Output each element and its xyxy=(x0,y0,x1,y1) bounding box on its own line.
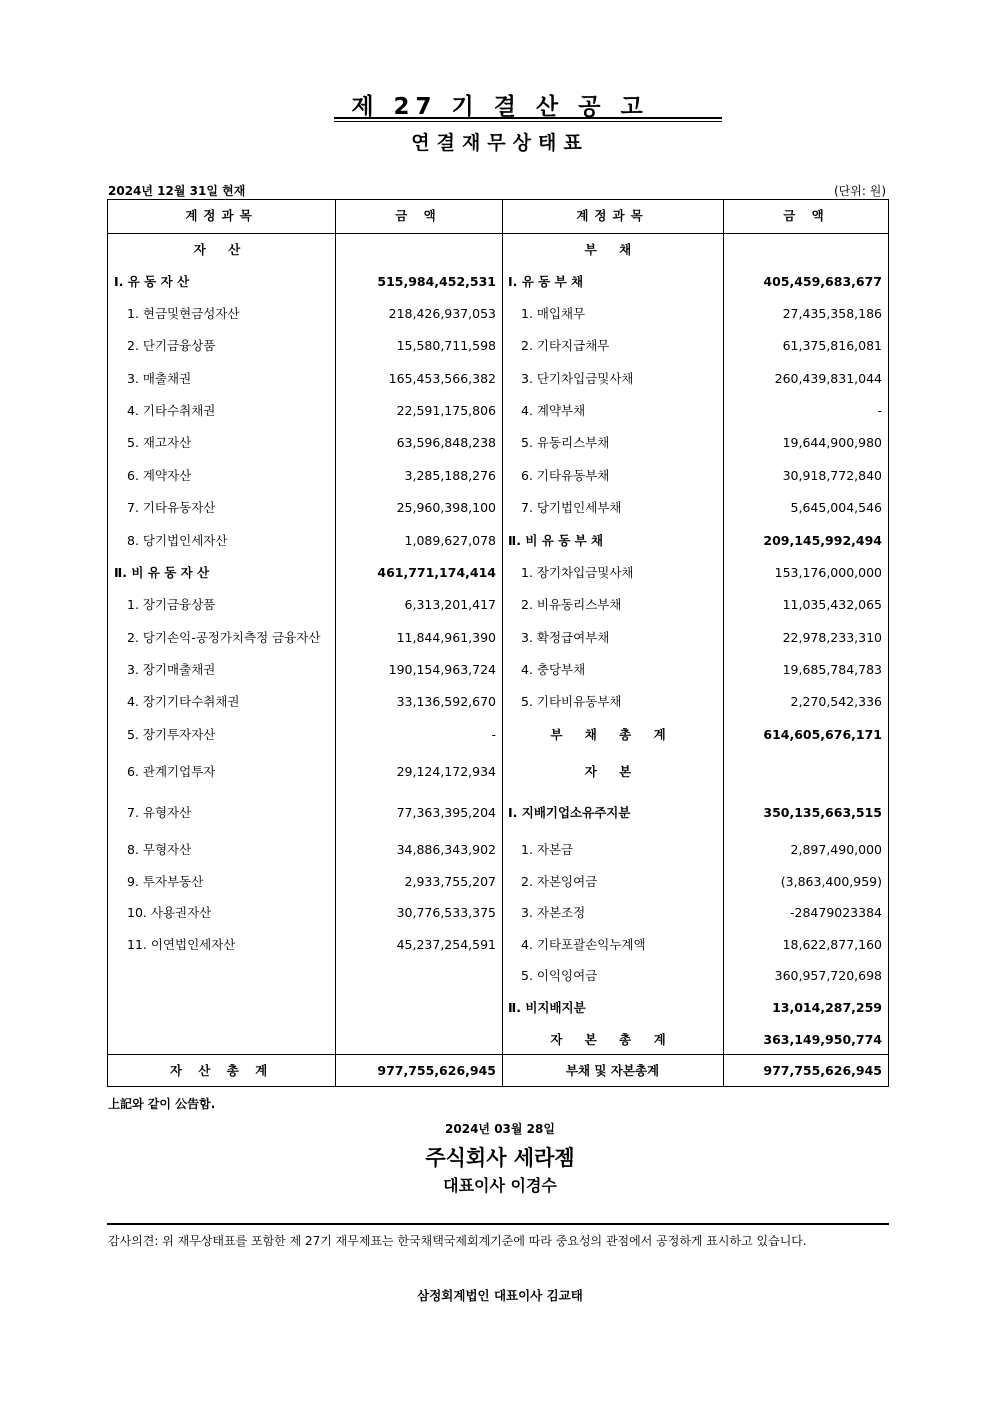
asset-amount: 165,453,566,382 xyxy=(388,371,496,386)
liab-equity-amount: 18,622,877,160 xyxy=(782,937,882,952)
header-divider xyxy=(108,233,888,234)
header-amount-left: 금 액 xyxy=(395,208,442,223)
asset-amount: 2,933,755,207 xyxy=(404,874,496,889)
liab-equity-account-label: 4. 계약부채 xyxy=(521,403,586,418)
liab-equity-amount: 5,645,004,546 xyxy=(790,500,882,515)
liab-equity-account-label: 자 본 총 계 xyxy=(550,1032,675,1047)
liab-equity-account-label: 6. 기타유동부채 xyxy=(521,468,610,483)
liab-equity-account-label: Ⅱ. 비 유 동 부 채 xyxy=(508,533,604,548)
asset-account-label: 5. 장기투자자산 xyxy=(127,727,216,742)
liab-equity-amount: 209,145,992,494 xyxy=(763,533,882,548)
liab-equity-account-label: 1. 장기차입금및사채 xyxy=(521,565,634,580)
liab-equity-account-label: Ⅱ. 비지배지분 xyxy=(508,1000,586,1015)
page-title: 제 27 기 결 산 공 고 xyxy=(351,94,649,120)
liab-equity-amount: 61,375,816,081 xyxy=(782,338,882,353)
liab-equity-account-label: 자 본 xyxy=(584,764,641,779)
asset-amount: 218,426,937,053 xyxy=(388,306,496,321)
asset-amount: 63,596,848,238 xyxy=(396,435,496,450)
asset-amount: 30,776,533,375 xyxy=(396,905,496,920)
liab-equity-amount: 2,897,490,000 xyxy=(790,842,882,857)
company-name: 주식회사 세라젬 xyxy=(425,1146,575,1170)
asset-amount: 34,886,343,902 xyxy=(396,842,496,857)
column-divider xyxy=(502,200,503,1086)
asset-amount: 15,580,711,598 xyxy=(396,338,496,353)
liab-equity-amount: 11,035,432,065 xyxy=(782,597,882,612)
liab-equity-amount: 350,135,663,515 xyxy=(763,805,882,820)
asset-amount: 11,844,961,390 xyxy=(396,630,496,645)
asset-amount: 190,154,963,724 xyxy=(388,662,496,677)
asset-account-label: 3. 장기매출채권 xyxy=(127,662,216,677)
asset-account-label: Ⅰ. 유 동 자 산 xyxy=(114,274,190,289)
asset-account-label: 3. 매출채권 xyxy=(127,371,192,386)
audit-divider xyxy=(107,1223,889,1225)
header-amount-right: 금 액 xyxy=(783,208,830,223)
asset-account-label: 2. 단기금융상품 xyxy=(127,338,216,353)
liab-equity-amount: (3,863,400,959) xyxy=(780,874,882,889)
liab-equity-amount: 22,978,233,310 xyxy=(782,630,882,645)
asset-amount: 461,771,174,414 xyxy=(377,565,496,580)
liab-equity-account-label: 1. 자본금 xyxy=(521,842,574,857)
auditor-name: 삼정회계법인 대표이사 김교태 xyxy=(417,1288,583,1303)
liab-equity-amount: 2,270,542,336 xyxy=(790,694,882,709)
title-underline xyxy=(334,117,722,119)
liab-equity-amount: 260,439,831,044 xyxy=(774,371,882,386)
liab-equity-account-label: 3. 확정급여부채 xyxy=(521,630,610,645)
liab-equity-account-label: 5. 이익잉여금 xyxy=(521,968,598,983)
total-assets-label: 자 산 총 계 xyxy=(169,1063,274,1078)
asset-account-label: Ⅱ. 비 유 동 자 산 xyxy=(114,565,210,580)
asset-amount: 77,363,395,204 xyxy=(396,805,496,820)
liab-equity-amount: 405,459,683,677 xyxy=(763,274,882,289)
asset-account-label: 7. 유형자산 xyxy=(127,805,192,820)
liab-equity-account-label: Ⅰ. 지배기업소유주지분 xyxy=(508,805,631,820)
asset-account-label: 4. 장기기타수취채권 xyxy=(127,694,240,709)
liab-equity-amount: 30,918,772,840 xyxy=(782,468,882,483)
audit-opinion: 감사의견: 위 재무상태표를 포함한 제 27기 재무제표는 한국채택국제회계기준에 따라 중요성의 관점에서 공정하게 표시하고 있습니다. xyxy=(108,1234,807,1248)
liab-equity-account-label: 2. 자본잉여금 xyxy=(521,874,598,889)
asset-account-label: 6. 관계기업투자 xyxy=(127,764,216,779)
liab-equity-amount: 27,435,358,186 xyxy=(782,306,882,321)
section-assets: 자 산 xyxy=(193,242,250,257)
liab-equity-account-label: Ⅰ. 유 동 부 채 xyxy=(508,274,584,289)
liab-equity-amount: 19,644,900,980 xyxy=(782,435,882,450)
liab-equity-account-label: 1. 매입채무 xyxy=(521,306,586,321)
total-divider xyxy=(108,1054,888,1055)
asset-amount: 25,960,398,100 xyxy=(396,500,496,515)
liab-equity-account-label: 4. 기타포괄손익누계액 xyxy=(521,937,646,952)
ceo-name: 대표이사 이경수 xyxy=(443,1176,557,1195)
section-liabilities: 부 채 xyxy=(584,242,641,257)
publish-date: 2024년 03월 28일 xyxy=(445,1122,555,1136)
liab-equity-account-label: 부 채 총 계 xyxy=(550,727,675,742)
liab-equity-account-label: 4. 충당부채 xyxy=(521,662,586,677)
liab-equity-account-label: 2. 비유동리스부채 xyxy=(521,597,622,612)
liab-equity-amount: 363,149,950,774 xyxy=(763,1032,882,1047)
liab-equity-account-label: 3. 자본조정 xyxy=(521,905,586,920)
asset-account-label: 4. 기타수취채권 xyxy=(127,403,216,418)
asset-amount: 1,089,627,078 xyxy=(404,533,496,548)
liab-equity-amount: 13,014,287,259 xyxy=(772,1000,882,1015)
asset-amount: 3,285,188,276 xyxy=(404,468,496,483)
asset-account-label: 7. 기타유동자산 xyxy=(127,500,216,515)
title-underline-thin xyxy=(334,121,722,122)
total-assets-amount: 977,755,626,945 xyxy=(377,1063,496,1078)
liab-equity-amount: 360,957,720,698 xyxy=(774,968,882,983)
asset-account-label: 11. 이연법인세자산 xyxy=(127,937,236,952)
asset-amount: 45,237,254,591 xyxy=(396,937,496,952)
liab-equity-account-label: 3. 단기차입금및사채 xyxy=(521,371,634,386)
balance-sheet-table xyxy=(107,199,889,1087)
asset-amount: 6,313,201,417 xyxy=(404,597,496,612)
asset-account-label: 1. 장기금융상품 xyxy=(127,597,216,612)
liab-equity-amount: 614,605,676,171 xyxy=(763,727,882,742)
date-as-of: 2024년 12월 31일 현재 xyxy=(108,184,246,198)
liab-equity-account-label: 7. 당기법인세부채 xyxy=(521,500,622,515)
liab-equity-account-label: 2. 기타지급채무 xyxy=(521,338,610,353)
unit-label: (단위: 원) xyxy=(834,184,886,198)
announcement-note: 上記와 같이 公告함. xyxy=(108,1097,216,1111)
statement-title: 연결재무상태표 xyxy=(411,132,589,154)
header-account-right: 계정과목 xyxy=(576,208,649,223)
liab-equity-amount: 153,176,000,000 xyxy=(774,565,882,580)
liab-equity-amount: 19,685,784,783 xyxy=(782,662,882,677)
liab-equity-amount: - xyxy=(877,403,882,418)
asset-account-label: 9. 투자부동산 xyxy=(127,874,204,889)
asset-account-label: 6. 계약자산 xyxy=(127,468,192,483)
liab-equity-amount: -28479023384 xyxy=(790,905,882,920)
total-liab-equity-label: 부채 및 자본총계 xyxy=(565,1063,660,1078)
asset-account-label: 10. 사용권자산 xyxy=(127,905,212,920)
asset-account-label: 1. 현금및현금성자산 xyxy=(127,306,240,321)
header-account-left: 계정과목 xyxy=(185,208,258,223)
asset-amount: 22,591,175,806 xyxy=(396,403,496,418)
asset-amount: 515,984,452,531 xyxy=(377,274,496,289)
asset-amount: 29,124,172,934 xyxy=(396,764,496,779)
asset-account-label: 8. 무형자산 xyxy=(127,842,192,857)
asset-amount: - xyxy=(491,727,496,742)
asset-account-label: 2. 당기손익-공정가치측정 금융자산 xyxy=(127,630,321,645)
liab-equity-account-label: 5. 유동리스부채 xyxy=(521,435,610,450)
asset-account-label: 5. 재고자산 xyxy=(127,435,192,450)
total-liab-equity-amount: 977,755,626,945 xyxy=(763,1063,882,1078)
liab-equity-account-label: 5. 기타비유동부채 xyxy=(521,694,622,709)
asset-account-label: 8. 당기법인세자산 xyxy=(127,533,228,548)
asset-amount: 33,136,592,670 xyxy=(396,694,496,709)
